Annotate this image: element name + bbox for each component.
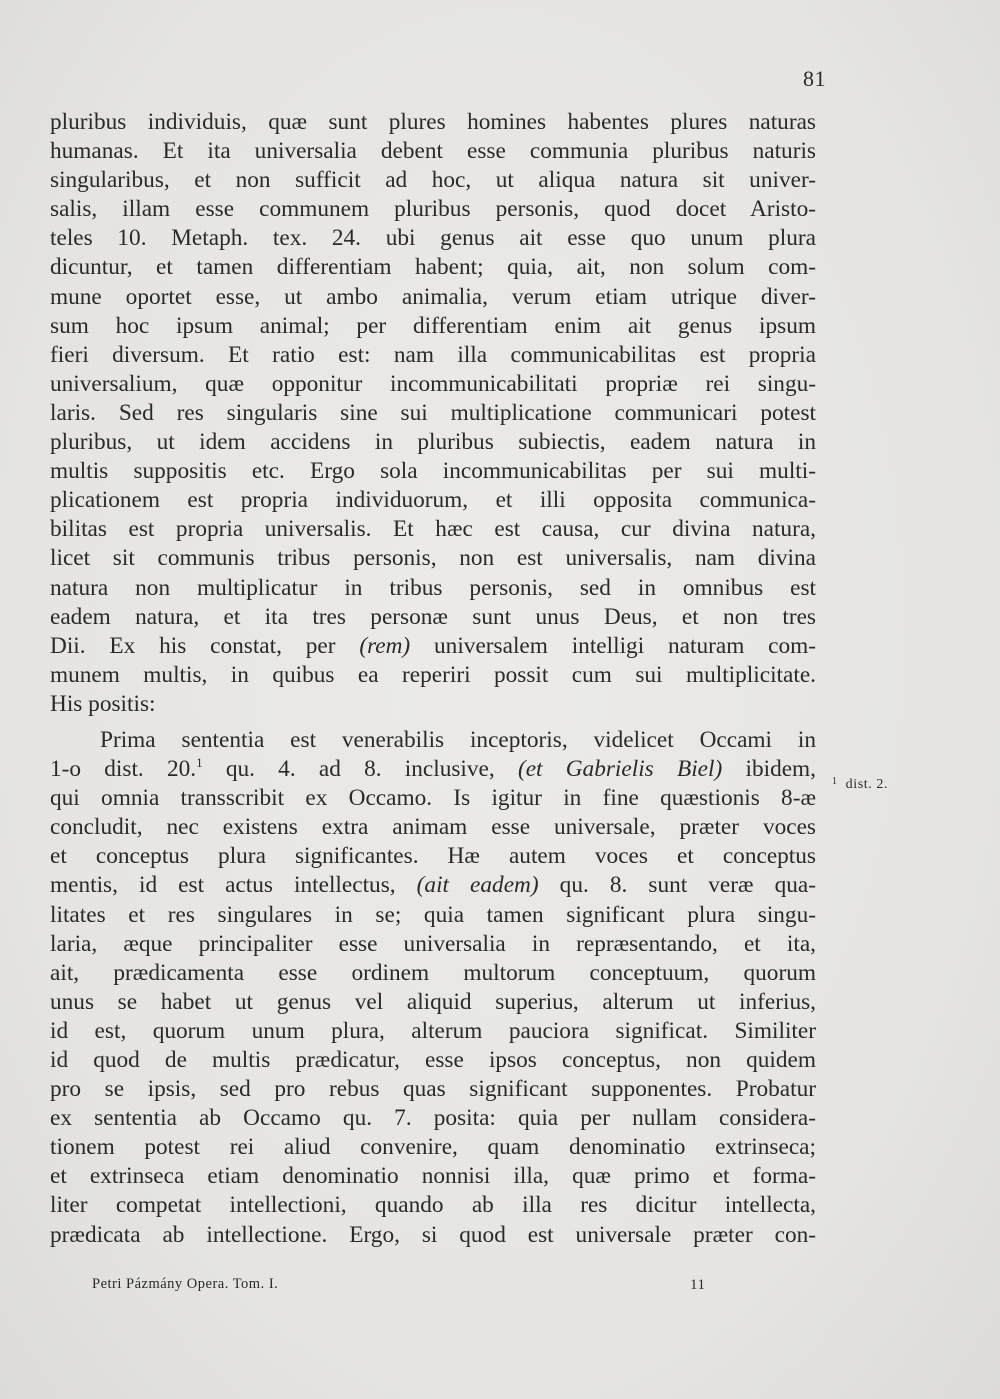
text-line xyxy=(50,632,816,661)
text-line: sum hoc ipsum animal; per differentiam enim ait genus ipsum xyxy=(50,312,816,339)
text-run: 1-o dist. 20. xyxy=(50,756,197,783)
text-line: liter competat intellectioni, quando ab illa res dicitur intellecta, xyxy=(50,1192,816,1219)
footnote-mark: 1 xyxy=(832,776,838,787)
text-line: multis suppositis etc. Ergo sola incommunicabilitas per sui multi- xyxy=(50,458,816,485)
text-run: universalem intelligi naturam com- xyxy=(410,632,816,659)
text-line: natura non multiplicatur in tribus personis, sed in omnibus est xyxy=(50,574,816,601)
text-line xyxy=(50,871,816,900)
footer-sheet-number: 11 xyxy=(690,1277,706,1293)
text-line: laria, æque principaliter esse universalia in repræsentando, et ita, xyxy=(50,930,816,957)
text-line xyxy=(50,755,816,784)
text-run: qu. 4. ad 8. inclusive, xyxy=(202,756,518,783)
text-line: mune oportet esse, ut ambo animalia, verum etiam utrique diver- xyxy=(50,283,816,310)
text-line: humanas. Et ita universalia debent esse communia pluribus naturis xyxy=(50,138,816,165)
text-line: ex sententia ab Occamo qu. 7. posita: quia per nullam considera- xyxy=(50,1105,816,1132)
text-line: His positis: xyxy=(50,690,156,717)
paragraph-gap xyxy=(50,719,816,726)
body-text xyxy=(50,108,816,1250)
text-line: concludit, nec existens extra animam esse universale, præter voces xyxy=(50,814,816,841)
text-line: pluribus individuis, quæ sunt plures homines habentes plures naturas xyxy=(50,109,816,135)
text-line: bilitas est propria universalis. Et hæc est causa, cur divina natura, xyxy=(50,516,816,543)
text-line: eadem natura, et ita tres personæ sunt unus Deus, et non tres xyxy=(50,603,816,630)
text-line: laris. Sed res singularis sine sui multiplicatione communicari potest xyxy=(50,399,816,426)
text-line: universalium, quæ opponitur incommunicabilitati propriæ rei singu- xyxy=(50,370,816,397)
text-line: qui omnia transscribit ex Occamo. Is igitur in fine quæstionis 8-æ xyxy=(50,785,816,812)
text-line: Prima sententia est venerabilis inceptoris, videlicet Occami in xyxy=(100,726,816,753)
text-line: litates et res singulares in se; quia tamen significant plura singu- xyxy=(50,901,816,928)
text-line: et conceptus plura significantes. Hæ autem voces et conceptus xyxy=(50,843,816,870)
text-line: munem multis, in quibus ea reperiri possit cum sui multiplicitate. xyxy=(50,661,816,688)
text-line: pro se ipsis, sed pro rebus quas significant supponentes. Probatur xyxy=(50,1076,816,1103)
text-run: Dii. Ex his constat, per xyxy=(50,632,360,659)
text-line: teles 10. Metaph. tex. 24. ubi genus ait esse quo unum plura xyxy=(50,225,816,252)
margin-footnote xyxy=(832,776,888,793)
text-line: licet sit communis tribus personis, non est universalis, nam divina xyxy=(50,545,816,572)
italic-run: (rem) xyxy=(359,632,411,659)
footnote-text: dist. 2. xyxy=(845,777,889,792)
text-run: ibidem, xyxy=(722,756,816,783)
text-line: prædicata ab intellectione. Ergo, si quod est universale præter con- xyxy=(50,1221,816,1248)
text-line: pluribus, ut idem accidens in pluribus subiectis, eadem natura in xyxy=(50,429,816,456)
text-run: qu. 8. sunt veræ qua- xyxy=(538,872,816,899)
text-line: fieri diversum. Et ratio est: nam illa communicabilitas est propria xyxy=(50,341,816,368)
text-line: id quod de multis prædicatur, esse ipsos conceptus, non quidem xyxy=(50,1047,816,1073)
text-line: unus se habet ut genus vel aliquid superius, alterum ut inferius, xyxy=(50,988,816,1015)
italic-run: (ait eadem) xyxy=(416,872,539,899)
italic-run: (et Gabrielis Biel) xyxy=(517,756,723,783)
text-line: salis, illam esse communem pluribus personis, quod docet Aristo- xyxy=(50,196,816,223)
footnote-ref: 1 xyxy=(196,755,203,771)
text-line: tionem potest rei aliud convenire, quam denominatio extrinseca; xyxy=(50,1134,816,1161)
text-line: et extrinseca etiam denominatio nonnisi illa, quæ primo et forma- xyxy=(50,1163,816,1190)
text-line: singularibus, et non sufficit ad hoc, ut aliqua natura sit univer- xyxy=(50,167,816,194)
text-line: plicationem est propria individuorum, et illi opposita communica- xyxy=(50,487,816,514)
footer-signature: Petri Pázmány Opera. Tom. I. xyxy=(92,1276,279,1292)
text-line: id est, quorum unum plura, alterum pauciora significat. Similiter xyxy=(50,1017,816,1044)
page-number: 81 xyxy=(803,66,826,91)
text-line: ait, prædicamenta esse ordinem multorum conceptuum, quorum xyxy=(50,959,816,986)
text-run: mentis, id est actus intellectus, xyxy=(50,872,417,899)
text-line: dicuntur, et tamen differentiam habent; quia, ait, non solum com- xyxy=(50,254,816,281)
